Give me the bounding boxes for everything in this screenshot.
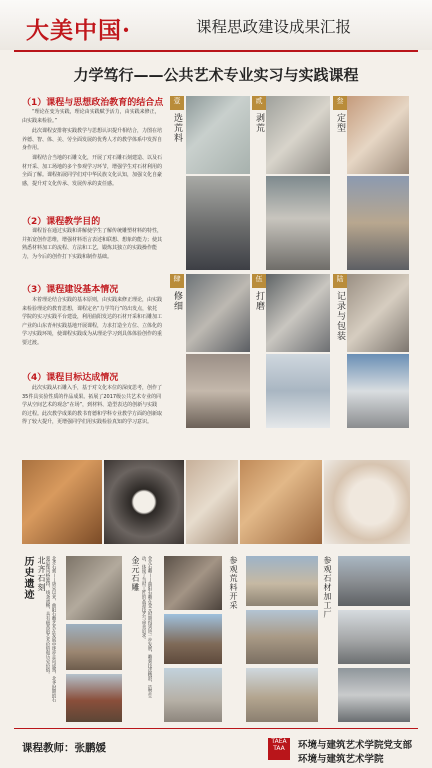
- photo-sculpture-1: [22, 460, 102, 544]
- step-2-number: 贰: [252, 96, 266, 110]
- photo-students-group: [186, 176, 250, 270]
- section-3-para-1: 本着理论结合实践的基本原则，由实践来修正理论，由实践来检验理论的教育思想，课程定名“力学笃行”的出发点，依托学院的实习实践平台建设，利用曲阳发达的石材开采和石雕加工产业的山东青州实践基地开展课程，力求打造全方位、立体化的学习实践环境，使课程实践成为从理论学习到具体体验创作的重要过渡。: [22, 297, 163, 346]
- photo-sculpture-3: [186, 460, 238, 544]
- section-heading-2: （2）课程教学目的: [22, 217, 101, 227]
- beiqi-text: 北齐石刻——唐宋以来，曲阳石雕艺术在发展中逐步走向成熟，北齐时期的石刻造像风格独特，线条流畅，具有极高的艺术价值和历史价值。: [45, 556, 56, 703]
- section-heading-4: （4）课程目标达成情况: [22, 373, 119, 383]
- section-1-para-2: 此次课程安排将实践教学与思想认识提升相结合，力图在培养德、智、体、美、劳全面发展的优秀人才的教学体系中发挥自身作用。: [22, 128, 163, 152]
- teacher-name: 课程教师：张鹏媛: [22, 742, 106, 754]
- jinyuan-text: 金元石雕——曲阳石雕在金元时期得到进一步发展，雕刻技法精湛，造型生动，体现了当时工匠的高超技艺与审美追求。: [141, 556, 152, 698]
- photo-monument-building: [164, 614, 222, 664]
- photo-quarry-1: [246, 556, 318, 606]
- section-1-para-1: “理论在变为实践，理论由实践赋予活力，由实践来修正，由实践来检验。”: [22, 109, 160, 124]
- photo-quarry-3: [246, 668, 318, 722]
- photo-shaping: [347, 96, 409, 174]
- page-title: 力学笃行——公共艺术专业实习与实践课程: [73, 66, 359, 84]
- step-4-label: 修细: [172, 291, 182, 311]
- photo-sculpture-4: [240, 460, 322, 544]
- photo-factory-1: [338, 556, 410, 606]
- step-3-number: 叁: [333, 96, 347, 110]
- step-5-label: 打磨: [254, 291, 264, 311]
- section-heading-3: （3）课程建设基本情况: [22, 285, 119, 295]
- photo-packing: [347, 274, 409, 352]
- factory-label: 参观石材加工厂: [323, 556, 332, 619]
- photo-temple: [66, 674, 122, 722]
- photo-polishing: [266, 274, 330, 352]
- photo-factory-3: [338, 668, 410, 722]
- history-label: 历史遗迹: [22, 556, 33, 600]
- step-3-label: 定型: [335, 113, 345, 133]
- quarry-label: 参观荒料开采: [229, 556, 238, 610]
- photo-carving-worker: [266, 176, 330, 270]
- step-6-number: 陆: [333, 274, 347, 288]
- jinyuan-label: 金元石雕: [131, 556, 140, 592]
- footer-divider: [14, 728, 418, 729]
- step-2-label: 剥荒: [254, 113, 264, 133]
- photo-sculpture-5: [324, 460, 410, 544]
- header-tagline: 课程思政建设成果汇报: [196, 18, 352, 36]
- photo-sculpture-2: [104, 460, 184, 544]
- photo-quarry-2: [246, 610, 318, 664]
- photo-refining: [186, 274, 250, 352]
- step-1-number: 壹: [170, 96, 184, 110]
- section-heading-1: （1）课程与思想政治教育的结合点: [22, 98, 164, 108]
- photo-stone-relief: [66, 556, 122, 620]
- section-4-para-1: 此次实践从石雕入手，基于对文化本位的深度思考，创作了35件具实验性质的作品成果。拓展了2017级公共艺术专业的同学从空间艺术的观念“在场”，到材料、造型表达的创新与实践的过程。此次教学成果的教书育德和学科专业教学方面的创新取得了较大提升，更增强同学们用实践检验真知的学习意识。: [22, 385, 163, 426]
- step-4-number: 肆: [170, 274, 184, 288]
- step-5-number: 伍: [252, 274, 266, 288]
- step-6-label: 记录与包装: [335, 291, 345, 341]
- header-divider: [14, 50, 418, 52]
- section-2-para-1: 课程旨在通过实践和讲解使学生了解传统雕塑材料的特性，并拓宽创作思维，增强材料语言表述和联想、想象的能力；使其熟悉材料加工的流程、方法和工艺，锻炼其独立的实践操作能力，为今后的创作打下实践和制作基础。: [22, 228, 163, 260]
- photo-factory-2: [338, 610, 410, 664]
- college-logo: TAEA TAA: [268, 738, 290, 760]
- section-1-para-3: 课程结合当地的石雕文化，开展了对石雕石刻建造、以及石材开采、加工场地的多个参观学习环节，增强学生对石材利用的全面了解。课程拓展同学们对中华民族文化认知，加强文化自豪感，提升对文化传承、发展传承的责任感。: [22, 155, 163, 187]
- photo-polishing-2: [266, 354, 330, 428]
- beiqi-label: 北齐石刻: [37, 556, 46, 592]
- photo-bus-departure: [347, 354, 409, 428]
- photo-raw-stone: [186, 96, 250, 174]
- photo-stripping: [266, 96, 330, 174]
- photo-stone-boulder: [66, 624, 122, 670]
- photo-stone-tablet: [164, 668, 222, 722]
- photo-refining-2: [186, 354, 250, 428]
- photo-dragon-relief: [164, 556, 222, 610]
- org-name-2: 环境与建筑艺术学院: [298, 754, 384, 765]
- photo-shaping-2: [347, 176, 409, 270]
- step-1-label: 选荒料: [172, 113, 182, 143]
- org-name-1: 环境与建筑艺术学院党支部: [298, 740, 413, 751]
- logo-text: 大美中国·: [26, 17, 132, 44]
